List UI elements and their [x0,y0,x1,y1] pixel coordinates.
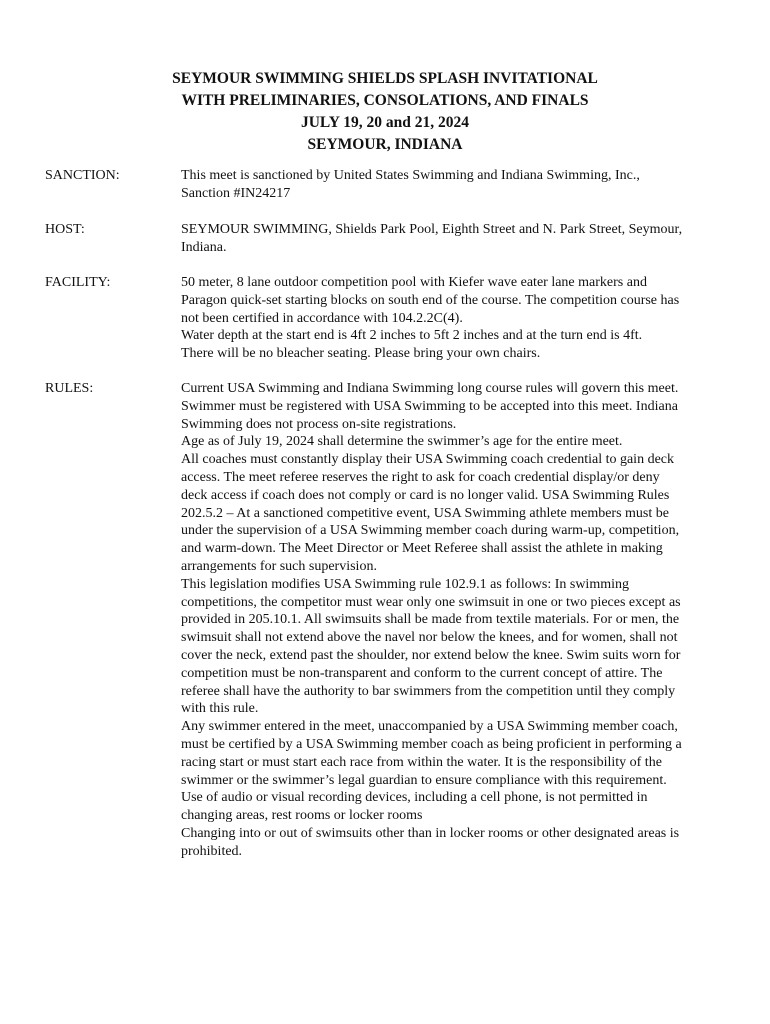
text-line: Current USA Swimming and Indiana Swimming long course rules will govern this meet. [181,381,679,396]
text-line: Indiana. [181,239,227,255]
rules-paragraph-changing [181,825,731,861]
text-line: Sanction #IN24217 [181,185,291,201]
text-line: 50 meter, 8 lane outdoor competition pool with Kiefer wave eater lane markers and [181,275,647,290]
text-line: Water depth at the start end is 4ft 2 inches to 5ft 2 inches and at the turn end is 4ft. [181,328,643,344]
rules-label: RULES: [45,381,94,396]
rules-paragraph-recording [181,789,731,825]
text-line: Swimmer must be registered with USA Swimming to be accepted into this meet. Indiana [181,398,678,414]
text-line: under the supervision of a USA Swimming member coach during warm-up, competition, [181,523,680,539]
text-line: Paragon quick-set starting blocks on south end of the course. The competition course has [181,292,680,308]
title-line-3: JULY 19, 20 and 21, 2024 [300,114,470,131]
text-line: Any swimmer entered in the meet, unaccompanied by a USA Swimming member coach, [181,719,678,735]
text-line: Swimming does not process on-site registrations. [181,416,457,432]
host-label: HOST: [45,222,85,237]
text-line: and warm-down. The Meet Director or Meet Referee shall assist the athlete in making [181,541,663,557]
title-line-2: WITH PRELIMINARIES, CONSOLATIONS, AND FINALS [181,92,589,109]
rules-paragraph-age [181,433,731,451]
text-line: must be certified by a USA Swimming member coach as being proficient in performing a [181,736,682,752]
text-line: cover the neck, extend past the shoulder, nor extend below the knee. Swim suits worn for [181,647,681,663]
rules-paragraph-coaches [181,451,731,576]
text-line: This legislation modifies USA Swimming rule 102.9.1 as follows: In swimming [181,576,629,592]
text-line: arrangements for such supervision. [181,558,377,574]
text-line: access. The meet referee reserves the right to ask for coach credential display/or deny [181,469,660,485]
sanction-text [181,167,731,203]
host-text [181,221,731,257]
text-line: 202.5.2 – At a sanctioned competitive event, USA Swimming athlete members must be [181,505,669,521]
facility-text [181,274,731,363]
text-line: provided in 205.10.1. All swimsuits shall be made from textile materials. For or men, the [181,612,680,628]
text-line: with this rule. [181,701,259,717]
text-line: competitions, the competitor must wear only one swimsuit in one or two pieces except as [181,594,681,610]
text-line: referee shall have the authority to bar swimmers from the competition until they comply [181,683,676,699]
title-line-1: SEYMOUR SWIMMING SHIELDS SPLASH INVITATIONAL [172,70,598,87]
text-line: competition must be non-transparent and conform to the current concept of attire. The [181,665,663,681]
text-line: changing areas, rest rooms or locker rooms [181,808,423,824]
meet-title-block [0,68,770,156]
text-line: deck access if coach does not comply or card is no longer valid. USA Swimming Rules [181,487,670,503]
text-line: Age as of July 19, 2024 shall determine the swimmer’s age for the entire meet. [181,434,623,450]
facility-label: FACILITY: [45,275,111,290]
text-line: swimmer or the swimmer’s legal guardian to ensure compliance with this requirement. [181,772,667,788]
text-line: Changing into or out of swimsuits other than in locker rooms or other designated areas is [181,825,680,841]
text-line: SEYMOUR SWIMMING, Shields Park Pool, Eighth Street and N. Park Street, Seymour, [181,222,683,237]
sanction-label: SANCTION: [45,168,120,183]
rules-text [181,380,731,861]
rules-paragraph-unaccompanied [181,718,731,789]
text-line: There will be no bleacher seating. Please bring your own chairs. [181,346,541,362]
text-line: racing start or must start each race from within the water. It is the responsibility of the [181,754,662,770]
title-line-4: SEYMOUR, INDIANA [307,136,463,153]
text-line: prohibited. [181,843,243,859]
rules-paragraph-registration [181,380,731,433]
rules-paragraph-swimsuit [181,576,731,718]
text-line: This meet is sanctioned by United States Swimming and Indiana Swimming, Inc., [181,168,640,183]
text-line: swimsuit shall not extend above the navel nor below the knees, and for women, shall not [181,630,678,646]
text-line: Use of audio or visual recording devices, including a cell phone, is not permitted in [181,790,648,806]
text-line: All coaches must constantly display their USA Swimming coach credential to gain deck [181,452,675,468]
text-line: not been certified in accordance with 104.2.2C(4). [181,310,463,326]
